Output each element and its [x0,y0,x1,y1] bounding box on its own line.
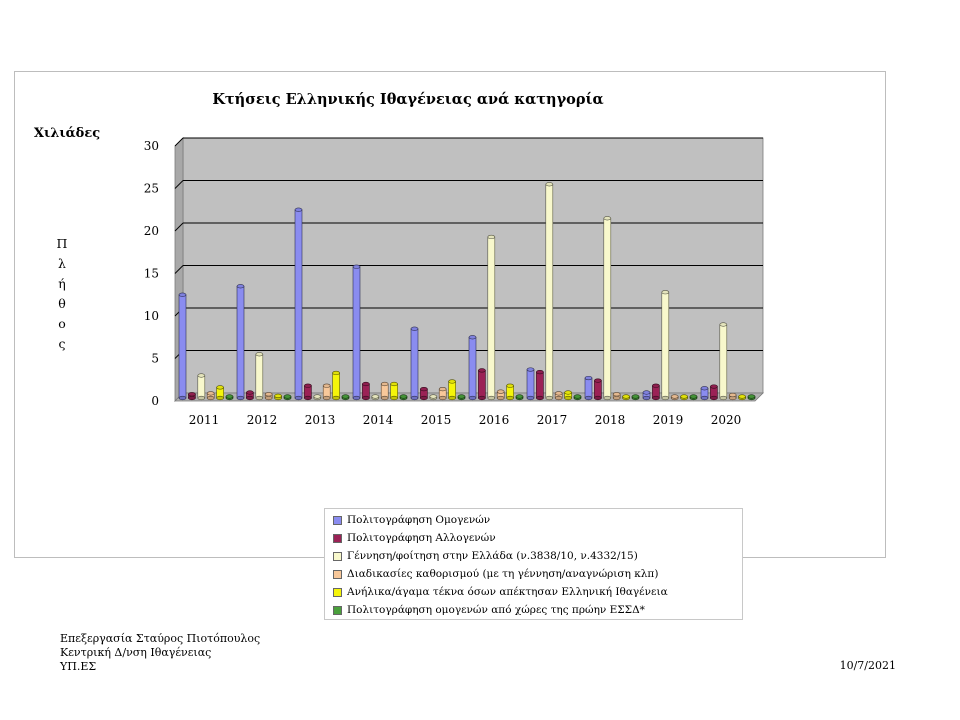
legend-item [333,547,742,565]
bar-body [179,295,186,398]
legend-label: Γέννηση/φοίτηση στην Ελλάδα (ν.3838/10, ν.4332/15) [347,550,638,562]
bar-body [198,376,205,399]
bar-top [198,374,205,378]
bar-body [237,286,244,398]
bar-bottom [478,396,485,400]
bar-top [400,395,407,399]
bar [226,395,233,400]
bar-top [632,395,639,399]
bar-bottom [613,396,620,400]
y-axis-label-char: λ [58,256,66,271]
bar-body [478,370,485,398]
bar-top [729,393,736,397]
bar [188,392,195,399]
bar [671,395,678,400]
bar-body [256,354,263,398]
bar [748,395,755,400]
bar [632,395,639,400]
bar [217,386,224,400]
legend-item [333,529,742,547]
bar-top [333,371,340,375]
bar-body [585,378,592,398]
legend-swatch [333,606,342,615]
bar-body [536,372,543,398]
bar-bottom [565,396,572,400]
bar-top [690,395,697,399]
bar-bottom [420,396,427,400]
bar-top [323,384,330,388]
bar-bottom [555,396,562,400]
bar-bottom [449,396,456,400]
bar [643,391,650,400]
legend-label: Ανήλικα/άγαμα τέκνα όσων απέκτησαν Ελληνική Ιθαγένεια [347,586,668,598]
bar-body [546,184,553,398]
bar [594,379,601,400]
bar-body [662,292,669,398]
bar-body [295,210,302,398]
bar-top [488,235,495,239]
y-axis-label-char: ς [58,336,66,351]
bar-top [671,395,678,399]
y-axis-label-char: ο [58,316,66,331]
bar [458,395,465,400]
bar-top [701,386,708,390]
bar-top [284,395,291,399]
y-tick-label: 15 [143,266,159,281]
bar [449,380,456,400]
legend-item [333,601,742,619]
bar [604,216,611,399]
plot-area [144,138,763,427]
bar-top [710,385,717,389]
bar-top [662,290,669,294]
y-tick-label: 5 [151,351,159,366]
bar [179,293,186,400]
bar-body [594,381,601,398]
bar [574,395,581,400]
bar-top [604,216,611,220]
bar [237,284,244,399]
bar [265,392,272,399]
bar-top [585,376,592,380]
y-axis-label [57,236,68,351]
bar-body [469,337,476,398]
bar-top [555,392,562,396]
bar [555,392,562,400]
legend [324,508,743,620]
bar-body [488,237,495,398]
bar-bottom [497,396,504,400]
bar [701,386,708,399]
bar-bottom [237,396,244,400]
bar-bottom [391,396,398,400]
bar [420,387,427,400]
y-axis-label-char: Π [56,236,68,251]
bar-body [362,384,369,398]
y-axis-label-char: ή [58,276,66,291]
bar [411,327,418,400]
bar-bottom [546,396,553,400]
footer-credits [60,632,260,674]
bar [439,387,446,400]
bar-top [391,382,398,386]
bar-top [643,391,650,395]
bar-top [265,392,272,396]
bar-bottom [217,396,224,400]
legend-label: Πολιτογράφηση ομογενών από χώρες της πρώην ΕΣΣΔ* [347,604,645,616]
bar-bottom [353,396,360,400]
bar-top [565,391,572,395]
bar [720,323,727,400]
bar-top [527,368,534,372]
bar [391,382,398,400]
bar-top [246,391,253,395]
bar-top [226,395,233,399]
bar-bottom [265,396,272,400]
bar-top [469,335,476,339]
bar [256,352,263,399]
legend-item [333,511,742,529]
bar-top [381,382,388,386]
bar [681,395,688,400]
y-tick-label: 10 [143,309,159,323]
bar [623,395,630,400]
bar-bottom [527,396,534,400]
bar [585,376,592,400]
bar-bottom [662,396,669,400]
bar [478,369,485,400]
bar-top [314,395,321,399]
bar-top [411,327,418,331]
bar [652,384,659,400]
footer-line-3: ΥΠ.ΕΣ [60,660,97,673]
bar [333,371,340,400]
bar-bottom [411,396,418,400]
y-tick-label: 20 [143,224,159,238]
bar [613,392,620,399]
bar [739,395,746,400]
bar-bottom [256,396,263,400]
x-tick-label: 2017 [536,413,568,427]
bar-body [381,384,388,398]
bar-top [439,387,446,391]
bar-body [449,381,456,398]
bar-top [237,284,244,288]
bar [430,395,437,400]
bar-body [391,384,398,398]
x-tick-label: 2013 [304,413,336,427]
bar [690,395,697,400]
bar [353,265,360,400]
bar-top [497,390,504,394]
bar [488,235,495,400]
bar-bottom [536,396,543,400]
x-tick-label: 2011 [188,413,220,427]
bar-bottom [323,396,330,400]
bar-bottom [488,396,495,400]
bar [381,382,388,400]
legend-item [333,583,742,601]
bar [246,391,253,400]
bar-top [507,384,514,388]
bar-top [536,370,543,374]
bar-top [478,369,485,373]
bar [314,395,321,400]
legend-swatch [333,570,342,579]
chart-svg [15,72,887,559]
x-tick-label: 2016 [478,413,510,427]
bar-body [604,218,611,398]
bar [565,391,572,400]
bar [362,382,369,400]
bar-top [372,395,379,399]
bar-top [739,395,746,399]
bar-top [207,392,214,396]
bar-top [295,208,302,212]
bar-top [430,395,437,399]
x-tick-label: 2014 [362,413,394,427]
bar [323,384,330,400]
bar [516,395,523,400]
bar-bottom [652,396,659,400]
bar-bottom [594,396,601,400]
bar-top [342,395,349,399]
bar-bottom [439,396,446,400]
bar-body [333,373,340,398]
footer-date: 10/7/2021 [839,659,896,672]
bar-bottom [604,396,611,400]
bar [536,370,543,400]
bar-bottom [381,396,388,400]
bar-top [623,395,630,399]
bar-bottom [198,396,205,400]
bar-bottom [507,396,514,400]
bar-top [275,394,282,398]
bar [507,384,514,400]
bar-bottom [643,396,650,400]
bar-top [748,395,755,399]
bar [710,385,717,400]
bar-top [217,386,224,390]
bar [729,393,736,400]
bar-top [304,384,311,388]
chart-title: Κτήσεις Ελληνικής Ιθαγένειας ανά κατηγορία [212,91,604,108]
bar [497,390,504,400]
bar-bottom [246,396,253,400]
bar-body [527,370,534,398]
bar-bottom [207,396,214,400]
bar-top [179,293,186,297]
bar [275,394,282,400]
bar-bottom [304,396,311,400]
y-tick-label: 25 [143,181,159,196]
legend-label: Πολιτογράφηση Ομογενών [347,514,491,526]
bar [469,335,476,399]
y-tick-label: 0 [151,394,159,408]
x-tick-label: 2019 [652,413,684,427]
bar-bottom [585,396,592,400]
x-tick-label: 2020 [710,413,742,427]
bar-top [652,384,659,388]
bar-top [353,265,360,269]
bar-top [188,392,195,396]
bar [295,208,302,400]
bar [207,392,214,400]
bar-top [516,395,523,399]
chart-frame [14,71,886,616]
bar-bottom [188,396,195,400]
legend-swatch [333,552,342,561]
bar-bottom [295,396,302,400]
y-tick-label: 30 [143,139,159,153]
legend-swatch [333,516,342,525]
bar-top [613,392,620,396]
bar-body [720,325,727,399]
bar-bottom [710,396,717,400]
bar-bottom [362,396,369,400]
bar [198,374,205,400]
bar-top [594,379,601,383]
bar-bottom [720,396,727,400]
bar-bottom [179,396,186,400]
legend-swatch [333,588,342,597]
bar [284,395,291,400]
bar-top [458,395,465,399]
x-tick-label: 2015 [420,413,452,427]
bar-bottom [701,396,708,400]
bar-body [353,267,360,398]
bar [342,395,349,400]
bar [546,182,553,399]
bar-top [720,323,727,327]
bar-top [681,395,688,399]
legend-item [333,565,742,583]
x-tick-label: 2018 [594,413,626,427]
unit-label: Χιλιάδες [33,126,101,141]
legend-swatch [333,534,342,543]
bar-body [411,329,418,398]
bar [662,290,669,399]
bar [400,395,407,400]
legend-label: Διαδικασίες καθορισμού (με τη γέννηση/αναγνώριση κλπ) [347,568,659,580]
bar-bottom [469,396,476,400]
footer-line-1: Επεξεργασία Σταύρος Πιοτόπουλος [60,632,261,645]
bar-top [256,352,263,356]
y-axis-label-char: θ [58,296,66,311]
bar-top [420,387,427,391]
bar [372,395,379,400]
bar [304,384,311,400]
bar-top [546,182,553,186]
x-tick-label: 2012 [246,413,278,427]
bar-top [574,395,581,399]
bar-top [449,380,456,384]
legend-label: Πολιτογράφηση Αλλογενών [347,532,496,544]
bar-bottom [333,396,340,400]
bar-top [362,382,369,386]
footer-line-2: Κεντρική Δ/νση Ιθαγένειας [60,646,212,659]
bar [527,368,534,400]
